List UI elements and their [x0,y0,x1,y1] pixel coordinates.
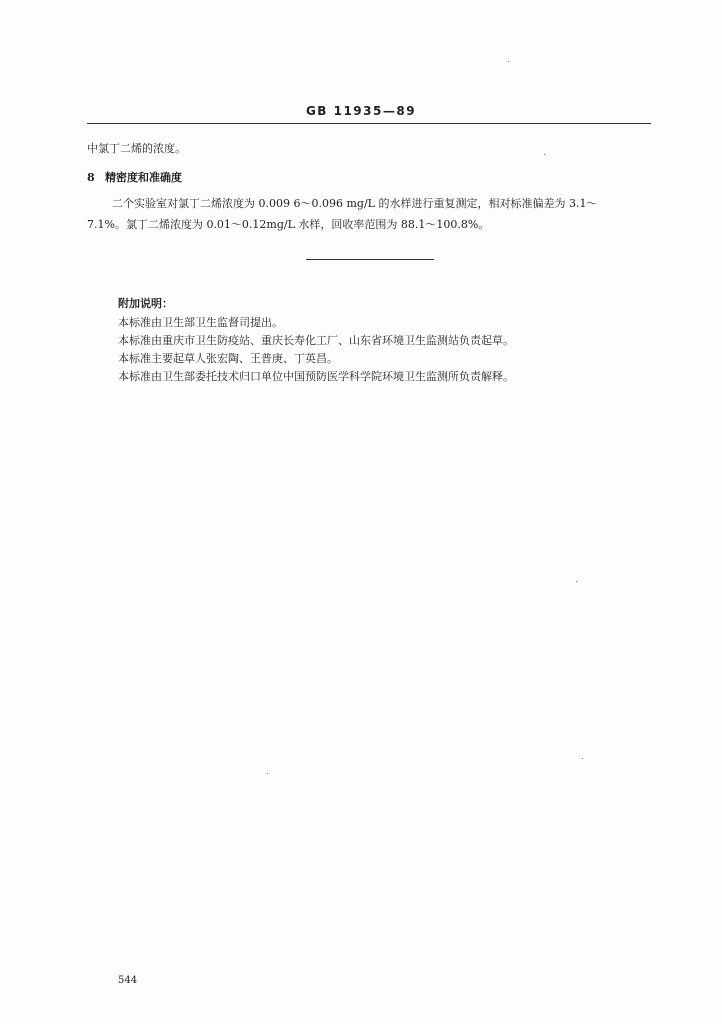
scan-speck [582,758,583,759]
section-8-number: 8 [87,171,95,184]
scan-speck [576,581,577,582]
scan-speck [267,773,268,774]
notes-line: 本标准由重庆市卫生防疫站、重庆长寿化工厂、山东省环境卫生监测站负责起草。 [118,334,514,347]
section-8-paragraph-line-1: 二个实验室对氯丁二烯浓度为 0.009 6～0.096 mg/L 的水样进行重复测定，相对标准偏差为 3.1～ [112,197,598,210]
notes-line: 本标准由卫生部委托技术归口单位中国预防医学科学院环境卫生监测所负责解释。 [118,370,514,383]
scan-speck [508,61,509,62]
notes-line: 本标准主要起草人张宏陶、王普庚、丁英昌。 [118,352,338,365]
page-number: 544 [118,975,138,986]
header-rule [87,123,651,124]
notes-heading: 附加说明： [118,297,173,310]
section-divider [306,259,434,260]
notes-line: 本标准由卫生部卫生监督司提出。 [118,316,283,329]
continuation-line: 中氯丁二烯的浓度。 [87,142,186,155]
page-header-standard-code: GB 11935—89 [305,104,417,118]
section-8-title: 精密度和准确度 [105,171,182,184]
scan-speck [544,154,545,155]
section-8-paragraph-line-2: 7.1%。氯丁二烯浓度为 0.01～0.12mg/L 水样，回收率范围为 88.1～100.8%。 [87,218,490,231]
